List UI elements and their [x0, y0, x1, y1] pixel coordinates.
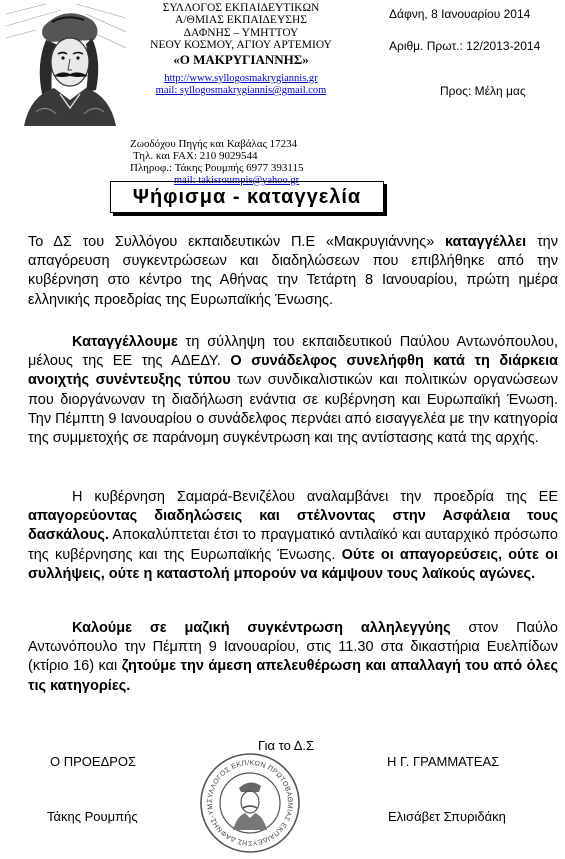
p1-text: Το ΔΣ του Συλλόγου εκπαιδευτικών Π.Ε «Μακρυγιάννης»	[28, 234, 445, 250]
president-title: Ο ΠΡΟΕΔΡΟΣ	[50, 754, 137, 769]
p2-text: τη σύλληψη του εκπαιδευτικού Παύλου Αντωνόπουλου, μέλους της ΕΕ της ΑΔΕΔΥ.	[28, 334, 558, 370]
paragraph-1	[28, 233, 558, 310]
paragraph-3	[28, 488, 558, 584]
document-title: Ψήφισμα - καταγγελία	[110, 181, 384, 213]
makrygiannis-portrait-image	[6, 4, 126, 126]
association-line: Α/ΘΜΙΑΣ ΕΚΠΑΙΔΕΥΣΗΣ	[175, 14, 307, 27]
protocol-number: Αριθμ. Πρωτ.: 12/2013-2014	[389, 39, 541, 53]
p4-text: στον Παύλο Αντωνόπουλο την Πέμπτη 9 Ιανουαρίου, στις 11.30 στα δικαστήρια Ευελπίδων (κτίριο 16) και	[28, 620, 558, 675]
association-line: ΝΕΟΥ ΚΟΣΜΟΥ, ΑΓΙΟΥ ΑΡΤΕΜΙΟΥ	[150, 39, 332, 52]
secretary-name: Ελισάβετ Σπυριδάκη	[388, 809, 506, 824]
address-block	[130, 138, 320, 187]
association-email-link[interactable]: mail: syllogosmakrygiannis@gmail.com	[155, 85, 327, 97]
association-name: «Ο ΜΑΚΡΥΓΙΑΝΝΗΣ»	[173, 51, 309, 67]
p3-bold: Ούτε οι απαγορεύσεις, ούτε οι συλλήψεις, ούτε η καταστολή μπορούν να κάμψουν τους λαϊκούς αγώνες.	[28, 546, 558, 582]
for-board-label: Για το Δ.Σ	[258, 738, 315, 753]
association-seal-stamp	[199, 752, 301, 854]
address-line: Τηλ. και FAX: 210 9029544	[133, 150, 258, 163]
president-name: Τάκης Ρουμπής	[47, 809, 138, 824]
p4-bold: Καλούμε σε μαζική συγκέντρωση αλληλεγγύης	[72, 620, 451, 636]
seal-text: ΣΥΛΛΟΓΟΣ ΕΚΠ/ΚΩΝ ΠΡΩΤΟΒΑΘΜΙΑΣ ΕΚΠΑΙΔΕΥΣΗΣ ΔΑΦΝΗΣ-ΥΜ	[206, 759, 294, 847]
secretary-title: Η Γ. ΓΡΑΜΜΑΤΕΑΣ	[387, 754, 500, 769]
association-line: ΣΥΛΛΟΓΟΣ ΕΚΠΑΙΔΕΥΤΙΚΩΝ	[162, 2, 320, 14]
website-link[interactable]: http://www.syllogosmakrygiannis.gr	[164, 72, 318, 84]
svg-text:ΣΥΛΛΟΓΟΣ ΕΚΠ/ΚΩΝ ΠΡΩΤΟΒΑΘΜΙΑΣ	[199, 752, 293, 846]
address-line: Πληροφ.: Τάκης Ρουμπής 6977 393115	[130, 162, 304, 175]
p1-bold: καταγγέλλει	[445, 234, 527, 250]
p4-bold: ζητούμε την άμεση απελευθέρωση και απαλλαγή του από όλες τις κατηγορίες.	[28, 658, 558, 694]
address-line: Ζωοδόχου Πηγής και Καβάλας 17234	[130, 138, 298, 150]
paragraph-2	[28, 333, 558, 448]
p2-bold: Καταγγέλλουμε	[72, 334, 178, 350]
association-header	[130, 2, 352, 98]
document-date: Δάφνη, 8 Ιανουαρίου 2014	[389, 7, 531, 21]
p2-text: των συνδικαλιστικών και πολιτικών οργανώσεων που διοργάνωναν τη διαδήλωση ενάντια σε κυβέρνηση και Ευρωπαϊκή Ένωση. Την Πέμπτη 9 Ιανουαρίου ο συνάδελφος περνάει από εισαγγελέα με την κατηγορία της συμμετοχής σε παράνομη συγκέντρωση και της αντίστασης κατά της αρχής.	[28, 372, 558, 447]
recipient: Προς: Μέλη μας	[440, 84, 526, 98]
association-line: ΔΑΦΝΗΣ – ΥΜΗΤΤΟΥ	[183, 26, 299, 39]
p2-bold: Ο συνάδελφος συνελήφθη κατά τη διάρκεια ανοιχτής συνέντευξης τύπου	[28, 353, 559, 389]
p3-text: Η κυβέρνηση Σαμαρά-Βενιζέλου αναλαμβάνει την προεδρία της ΕΕ	[72, 489, 558, 505]
paragraph-4	[28, 619, 558, 696]
p3-text: Αποκαλύπτεται έτσι το πραγματικό αντιλαϊκό και αυταρχικό πρόσωπο της κυβέρνησης και της Ευρωπαϊκής Ένωσης.	[28, 527, 558, 563]
contact-email-link[interactable]: mail: takisroumpis@yahoo.gr	[174, 174, 300, 186]
p1-text: την απαγόρευση συγκεντρώσεων και διαδηλώσεων που επιβλήθηκε από την κυβέρνηση στο κέντρο της Αθήνας την Τετάρτη 8 Ιανουαρίου, πρώτη ημέρα ελληνικής προεδρίας της Ευρωπαϊκής Ένωσης.	[28, 234, 558, 308]
p3-bold: απαγορεύοντας διαδηλώσεις και στέλνοντας στην Ασφάλεια τους δασκάλους.	[28, 508, 558, 544]
